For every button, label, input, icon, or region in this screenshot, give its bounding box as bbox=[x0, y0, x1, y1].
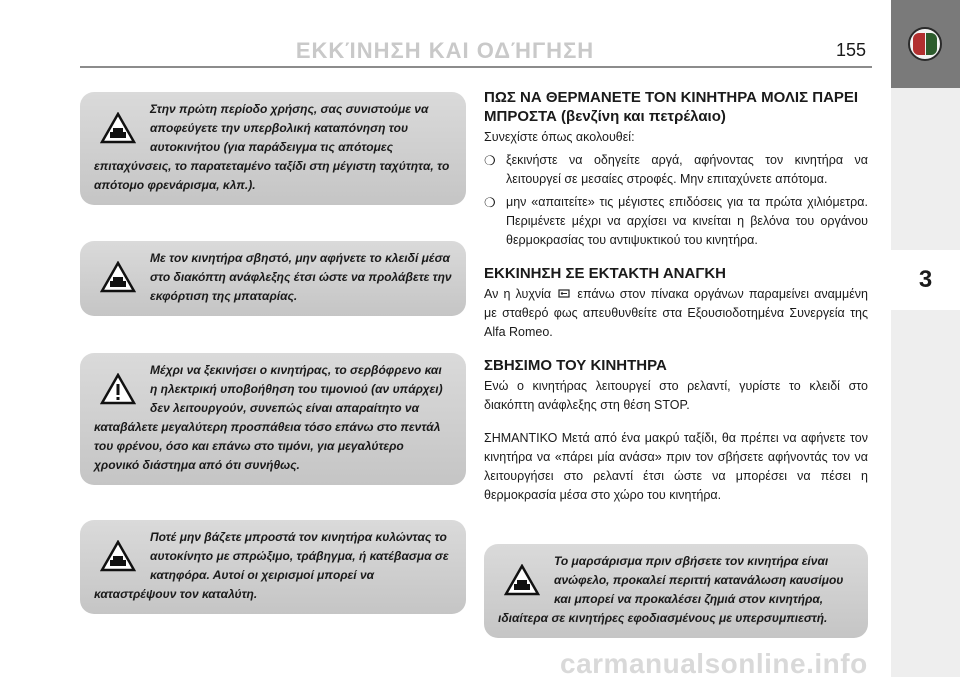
page-header-title: ΕΚΚΊΝΗΣΗ ΚΑΙ ΟΔΉΓΗΣΗ bbox=[295, 38, 595, 63]
right-column bbox=[484, 88, 868, 505]
warning-text-2: Με τον κινητήρα σβηστό, μην αφήνετε το κλειδί μέσα στο διακόπτη ανάφλεξης έτσι ώστε να προλάβετε την εκφόρτιση της μπαταρίας. bbox=[150, 251, 452, 303]
sidebar-top-band bbox=[891, 0, 960, 88]
warning-box-4 bbox=[80, 520, 466, 614]
exclamation-warning-icon bbox=[94, 361, 144, 417]
watermark: carmanualsonline.info bbox=[560, 648, 868, 679]
page-number: 155 bbox=[836, 40, 867, 60]
list-item: ❍ μην «απαιτείτε» τις μέγιστες επιδόσεις για τα πρώτα χιλιόμετρα. Περιμένετε μέχρι να αρχίσει να κινείται η βελόνα του οργάνου θερμοκρασίας του αντιψυκτικού του κινητήρα. bbox=[484, 195, 868, 247]
engine-immobilizer-lamp-icon bbox=[558, 287, 570, 299]
warning-text-3: Μέχρι να ξεκινήσει ο κινητήρας, το σερβόφρενο και η ηλεκτρική υποβοήθηση του τιμονιού (αν υπάρχει) δεν λειτουργούν, συνεπώς είναι απαραίτητο να καταβάλετε μεγαλύτερη προσπάθεια τόσο επάνω στο πεντάλ του φρένου, όσο και επάνω στο τιμόνι, για μεγαλύτερο χρονικό διάστημα από ότι συνήθως. bbox=[94, 363, 443, 472]
warning-text-1: Στην πρώτη περίοδο χρήσης, σας συνιστούμε να αποφεύγετε την υπερβολική καταπόνηση του αυτοκινήτου (για παράδειγμα τις απότομες επιταχύνσεις, το παρατεταμένο ταξίδι στη μέγιστη ταχύτητα, το απότομο φρενάρισμα, κλπ.). bbox=[94, 102, 450, 192]
warning-box-2 bbox=[80, 241, 466, 316]
section-intro: Συνεχίστε όπως ακολουθεί: bbox=[484, 130, 635, 144]
section-heading-emergency-start: ΕΚΚΙΝΗΣΗ ΣΕ ΕΚΤΑΚΤΗ ΑΝΑΓΚΗ bbox=[484, 265, 727, 282]
section-emergency-text: Αν η λυχνία επάνω στον πίνακα οργάνων παραμείνει αναμμένη με σταθερό φως απευθυνθείτε στα Εξουσιοδοτημένα Συνεργεία της Alfa Romeo. bbox=[484, 287, 868, 339]
chapter-tab: 3 bbox=[891, 250, 960, 310]
warning-text-4: Ποτέ μην βάζετε μπροστά τον κινητήρα κυλώντας το αυτοκίνητο με σπρώξιμο, τράβηγμα, ή κατέβασμα σε κατηφόρα. Αυτοί οι χειρισμοί μπορεί να καταστρέψουν τον καταλύτη. bbox=[94, 530, 449, 601]
section-important-text: ΣΗΜΑΝΤΙΚΟ Μετά από ένα μακρύ ταξίδι, θα πρέπει να αφήνετε τον κινητήρα να «πάρει μία ανάσα» πριν τον σβήσετε αφήνοντάς τον να λειτουργήσει στο ρελαντί έτσι ώστε να μπορέσει να πέσει η θερμοκρασία μέσα στο χώρο του κινητήρα. bbox=[484, 431, 868, 502]
car-crash-warning-icon bbox=[498, 552, 548, 608]
car-crash-warning-icon bbox=[94, 528, 144, 584]
warning-box-1 bbox=[80, 92, 466, 205]
car-crash-warning-icon bbox=[94, 249, 144, 305]
warning-box-3 bbox=[80, 353, 466, 485]
warning-box-right bbox=[484, 544, 868, 638]
list-item: ❍ ξεκινήστε να οδηγείτε αργά, αφήνοντας τον κινητήρα να λειτουργεί σε μεσαίες στροφές. Μην επιταχύνετε απότομα. bbox=[484, 153, 868, 186]
section-heading-engine-off: ΣΒΗΣΙΜΟ ΤΟΥ ΚΙΝΗΤΗΡΑ bbox=[484, 357, 667, 374]
bullet-circle-icon: ❍ bbox=[484, 153, 496, 168]
car-crash-warning-icon bbox=[94, 100, 144, 156]
header-rule bbox=[80, 66, 872, 68]
bullet-circle-icon: ❍ bbox=[484, 195, 496, 210]
alfa-romeo-logo-icon bbox=[908, 27, 942, 61]
warning-text-right: Το μαρσάρισμα πριν σβήσετε τον κινητήρα είναι ανώφελο, προκαλεί περιττή κατανάλωση καυσίμου και μπορεί να προκαλέσει ζημιά στον κινητήρα, ιδιαίτερα σε κινητήρες εφοδιασμένους με υπερσυμπιεστή. bbox=[498, 554, 844, 625]
section-engine-off-text: Ενώ ο κινητήρας λειτουργεί στο ρελαντί, γυρίστε το κλειδί στο διακόπτη ανάφλεξης στη θέση STOP. bbox=[484, 379, 868, 412]
sidebar bbox=[891, 0, 960, 677]
section-heading-warmup: ΠΩΣ ΝΑ ΘΕΡΜΑΝΕΤΕ ΤΟΝ ΚΙΝΗΤΗΡΑ ΜΟΛΙΣ ΠΑΡΕΙ ΜΠΡΟΣΤΑ (βενζίνη και πετρέλαιο) bbox=[484, 89, 859, 125]
